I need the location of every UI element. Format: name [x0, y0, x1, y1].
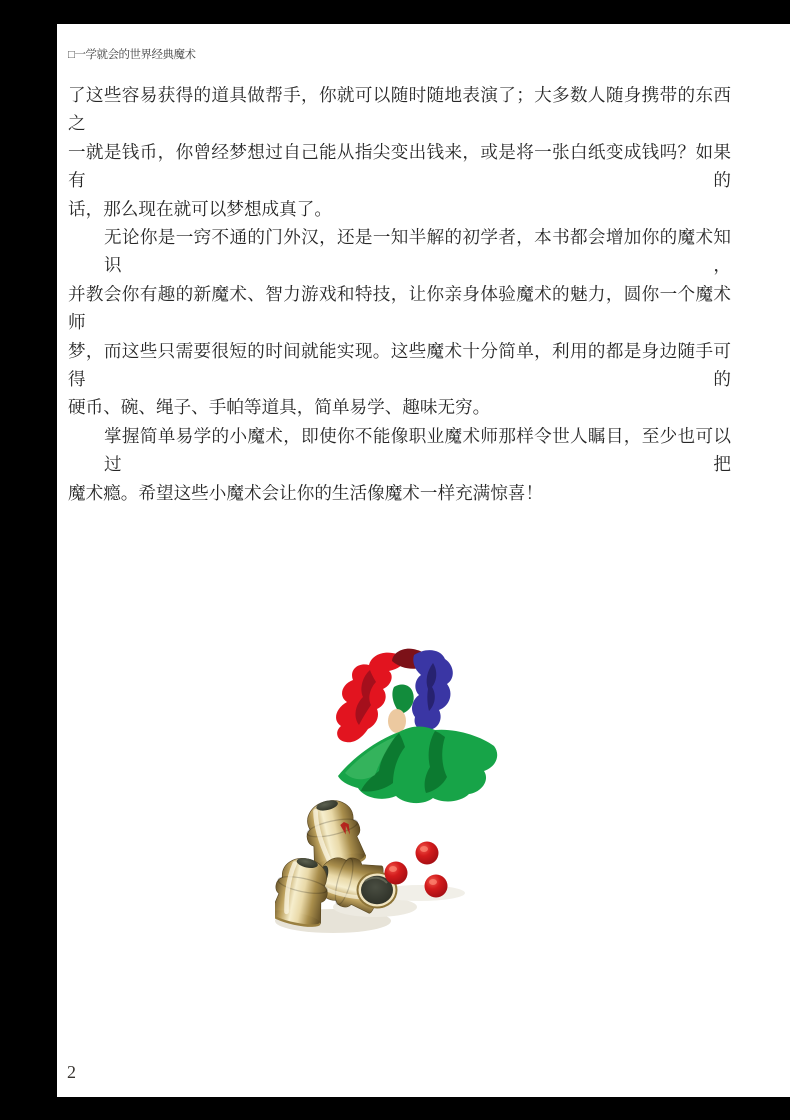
text-line: 并教会你有趣的新魔术、智力游戏和特技，让你亲身体验魔术的魅力，圆你一个魔术师	[68, 283, 731, 333]
text-line: 无论你是一窍不通的门外汉，还是一知半解的初学者，本书都会增加你的魔术知识，	[104, 227, 731, 276]
text-line: 硬币、碗、绳子、手帕等道具，简单易学、趣味无穷。	[68, 397, 491, 418]
text-line: 梦，而这些只需要很短的时间就能实现。这些魔术十分简单，利用的都是身边随手可得的	[68, 340, 731, 390]
text-line: 掌握简单易学的小魔术，即使你不能像职业魔术师那样令世人瞩目，至少也可以过把	[104, 425, 731, 475]
text-line: 话，那么现在就可以梦想成真了。	[68, 198, 332, 219]
running-head: □一学就会的世界经典魔术	[68, 49, 196, 61]
body-text	[68, 81, 731, 507]
text-line: 一就是钱币，你曾经梦想过自己能从指尖变出钱来，或是将一张白纸变成钱吗？如果有的	[68, 141, 731, 191]
red-ball	[416, 842, 439, 865]
hand-shape	[388, 709, 406, 733]
page-number: 2	[67, 1062, 76, 1082]
red-ball	[385, 862, 408, 885]
paragraph	[68, 422, 731, 507]
cups-and-balls-illustration	[275, 645, 545, 935]
text-line: 了这些容易获得的道具做帮手，你就可以随时随地表演了；大多数人随身携带的东西之	[68, 85, 731, 134]
paragraph	[68, 223, 731, 422]
text-line: 魔术瘾。希望这些小魔术会让你的生活像魔术一样充满惊喜！	[68, 482, 544, 503]
paragraph	[68, 81, 731, 223]
book-page	[57, 24, 790, 1097]
red-ball	[425, 875, 448, 898]
cups-and-balls-photo	[275, 645, 545, 935]
silk-scarves	[336, 649, 497, 803]
